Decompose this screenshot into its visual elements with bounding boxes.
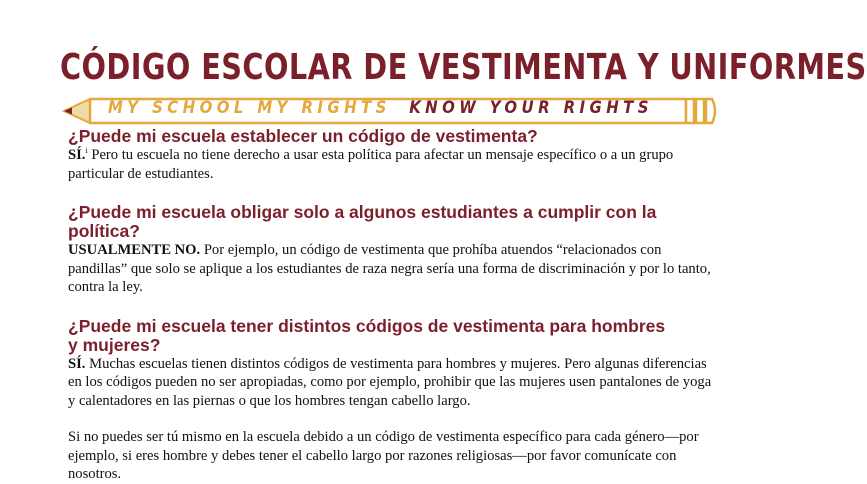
answer-2 xyxy=(68,241,718,297)
banner-text xyxy=(108,98,653,118)
banner-my-school-my-rights: MY SCHOOL MY RIGHTS xyxy=(108,98,391,118)
page-title: CÓDIGO ESCOLAR DE VESTIMENTA Y UNIFORMES xyxy=(60,47,867,88)
question-3: ¿Puede mi escuela tener distintos códigos de vestimenta para hombres y mujeres? xyxy=(68,315,666,355)
footnote-marker: i xyxy=(85,146,88,156)
content xyxy=(68,127,718,484)
answer-2-text: Por ejemplo, un código de vestimenta que prohíba atuendos “relacionados con pandillas” que solo se aplique a los estudiantes de raza negra sería una forma de discriminación y por lo tanto, contra la ley. xyxy=(68,242,711,295)
header xyxy=(60,47,867,118)
answer-3 xyxy=(68,355,718,411)
answer-3-extra: Si no puedes ser tú mismo en la escuela debido a un código de vestimenta específico para cada género—por ejemplo, si eres hombre y debes tener el cabello largo por razones religiosas—por favor comunícate con nosotros. xyxy=(68,429,699,482)
question-1: ¿Puede mi escuela establecer un código de vestimenta? xyxy=(68,126,538,146)
answer-1 xyxy=(68,146,718,183)
answer-3-text: Muchas escuelas tienen distintos códigos de vestimenta para hombres y mujeres. Pero algunas diferencias en los códigos pueden no ser apropiadas, como por ejemplo, prohibir que las mujeres usen pantalones de yoga y calentadores en las piernas o que los hombres tengan cabello largo. xyxy=(68,355,712,409)
answer-1-text: Pero tu escuela no tiene derecho a usar esta política para afectar un mensaje específico o a un grupo particular de estudiantes. xyxy=(68,147,674,182)
section-3 xyxy=(68,317,718,484)
answer-2-lead: USUALMENTE NO. xyxy=(68,242,201,258)
question-2: ¿Puede mi escuela obligar solo a algunos estudiantes a cumplir con la política? xyxy=(68,202,657,241)
answer-1-lead: SÍ. xyxy=(68,147,86,163)
answer-3-lead: SÍ. xyxy=(68,355,86,372)
banner-know-your-rights: KNOW YOUR RIGHTS xyxy=(409,98,653,118)
section-2 xyxy=(68,203,718,297)
section-1 xyxy=(68,127,718,183)
